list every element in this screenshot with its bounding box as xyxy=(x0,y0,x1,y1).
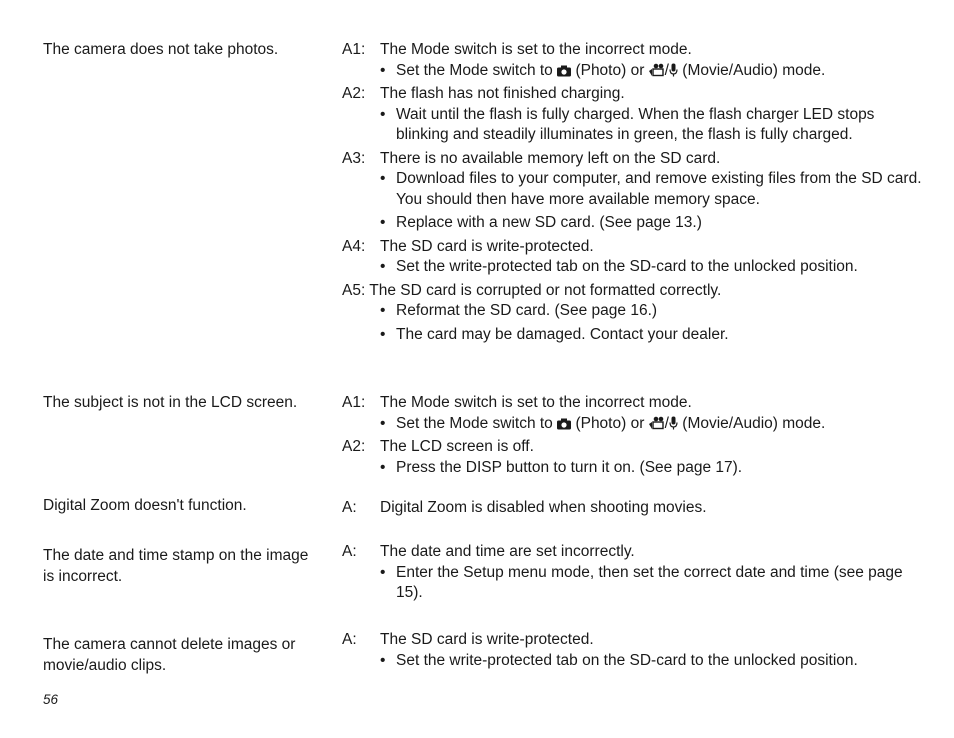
answer-label: A2: xyxy=(342,85,366,102)
camera-icon xyxy=(557,65,571,77)
answer-text: The LCD screen is off. xyxy=(380,438,534,455)
answer-text: Digital Zoom is disabled when shooting movies. xyxy=(380,499,707,516)
bullet-text: Set the write-protected tab on the SD-card to the unlocked position. xyxy=(396,651,858,669)
movie-icon xyxy=(649,416,665,430)
answer-text: There is no available memory left on the SD card. xyxy=(380,149,721,167)
bullet-text: Enter the Setup menu mode, then set the correct date and time (see page 15). xyxy=(396,563,903,601)
bullet-text: (Photo) or xyxy=(575,61,645,79)
bullet-text: Press the DISP button to turn it on. (See page 17). xyxy=(396,458,743,476)
bullet-item: • The card may be damaged. Contact your dealer. xyxy=(380,325,922,346)
answer-label: A2: xyxy=(342,438,366,455)
answer-list xyxy=(342,542,922,607)
movie-icon xyxy=(649,63,665,77)
answer-label: A: xyxy=(342,631,357,648)
microphone-icon xyxy=(669,63,678,77)
answer-text: The date and time are set incorrectly. xyxy=(380,543,635,560)
answer-label: A3: xyxy=(342,149,366,167)
answer-item xyxy=(342,84,922,146)
answer-label: A1: xyxy=(342,41,366,58)
bullet-item: • Reformat the SD card. (See page 16.) xyxy=(380,301,922,322)
bullet-text: (Movie/Audio) mode. xyxy=(682,61,826,79)
bullet-item: • Set the write-protected tab on the SD-card to the unlocked position. xyxy=(380,651,922,672)
page-number: 56 xyxy=(43,692,59,707)
answer-label: A1: xyxy=(342,394,366,411)
bullet-item: • Set the Mode switch to (Photo) or / (Movie/Audio) mode. xyxy=(380,414,826,432)
bullet-item: • Set the Mode switch to (Photo) or / (Movie/Audio) mode. xyxy=(380,61,826,79)
answer-label: A: xyxy=(342,543,357,560)
answer-list xyxy=(342,630,922,674)
microphone-icon xyxy=(669,416,678,430)
camera-icon xyxy=(557,418,571,430)
answer-label: A: xyxy=(342,499,357,516)
problem-text: The subject is not in the LCD screen. xyxy=(43,394,298,411)
bullet-text: (Photo) or xyxy=(575,414,645,432)
answer-item xyxy=(342,630,922,671)
problem-text: Digital Zoom doesn't function. xyxy=(43,497,247,514)
problem-text: The camera cannot delete images or movie/audio clips. xyxy=(43,636,296,674)
bullet-item: • Download files to your computer, and remove existing files from the SD card. You should then have more available memory space. xyxy=(380,169,922,210)
bullet-text: Set the Mode switch to xyxy=(396,61,553,79)
bullet-text: Download files to your computer, and remove existing files from the SD card. You should then have more available memory space. xyxy=(396,170,922,208)
answer-item xyxy=(342,149,922,234)
answer-text: The flash has not finished charging. xyxy=(380,85,625,102)
answer-item xyxy=(342,542,922,604)
problem-text: The date and time stamp on the image is incorrect. xyxy=(43,547,309,585)
bullet-text: Reformat the SD card. (See page 16.) xyxy=(396,302,658,319)
bullet-text: The card may be damaged. Contact your dealer. xyxy=(396,325,729,343)
problem-text: The camera does not take photos. xyxy=(43,41,279,58)
bullet-text: Wait until the flash is fully charged. When the flash charger LED stops blinking and steadily illuminates in green, the flash is fully charged. xyxy=(396,105,875,143)
answer-text: The SD card is corrupted or not formatted correctly. xyxy=(369,281,722,299)
answer-list xyxy=(342,393,922,481)
answer-text: The SD card is write-protected. xyxy=(380,631,594,648)
answer-text: The SD card is write-protected. xyxy=(380,237,594,255)
answer-item xyxy=(342,393,922,434)
answer-item xyxy=(342,437,922,478)
bullet-text: Set the write-protected tab on the SD-card to the unlocked position. xyxy=(396,258,858,275)
answer-text: The Mode switch is set to the incorrect mode. xyxy=(380,41,692,58)
bullet-item: • Press the DISP button to turn it on. (See page 17). xyxy=(380,458,922,479)
bullet-text: Replace with a new SD card. (See page 13.) xyxy=(396,214,702,231)
bullet-item: • Replace with a new SD card. (See page 13.) xyxy=(380,213,922,234)
answer-list xyxy=(342,40,922,348)
answer-item xyxy=(342,40,922,81)
answer-item xyxy=(342,498,922,519)
bullet-item: • Wait until the flash is fully charged. When the flash charger LED stops blinking and steadily illuminates in green, the flash is fully charged. xyxy=(380,105,922,146)
bullet-text: (Movie/Audio) mode. xyxy=(682,414,826,432)
answer-item xyxy=(342,237,922,278)
bullet-item: • Set the write-protected tab on the SD-card to the unlocked position. xyxy=(380,257,922,278)
bullet-item: • Enter the Setup menu mode, then set the correct date and time (see page 15). xyxy=(380,563,922,604)
answer-label: A5: xyxy=(342,281,366,299)
answer-list xyxy=(342,498,922,522)
answer-text: The Mode switch is set to the incorrect mode. xyxy=(380,394,692,411)
answer-label: A4: xyxy=(342,237,366,255)
answer-item xyxy=(342,281,922,346)
bullet-text: Set the Mode switch to xyxy=(396,414,553,432)
